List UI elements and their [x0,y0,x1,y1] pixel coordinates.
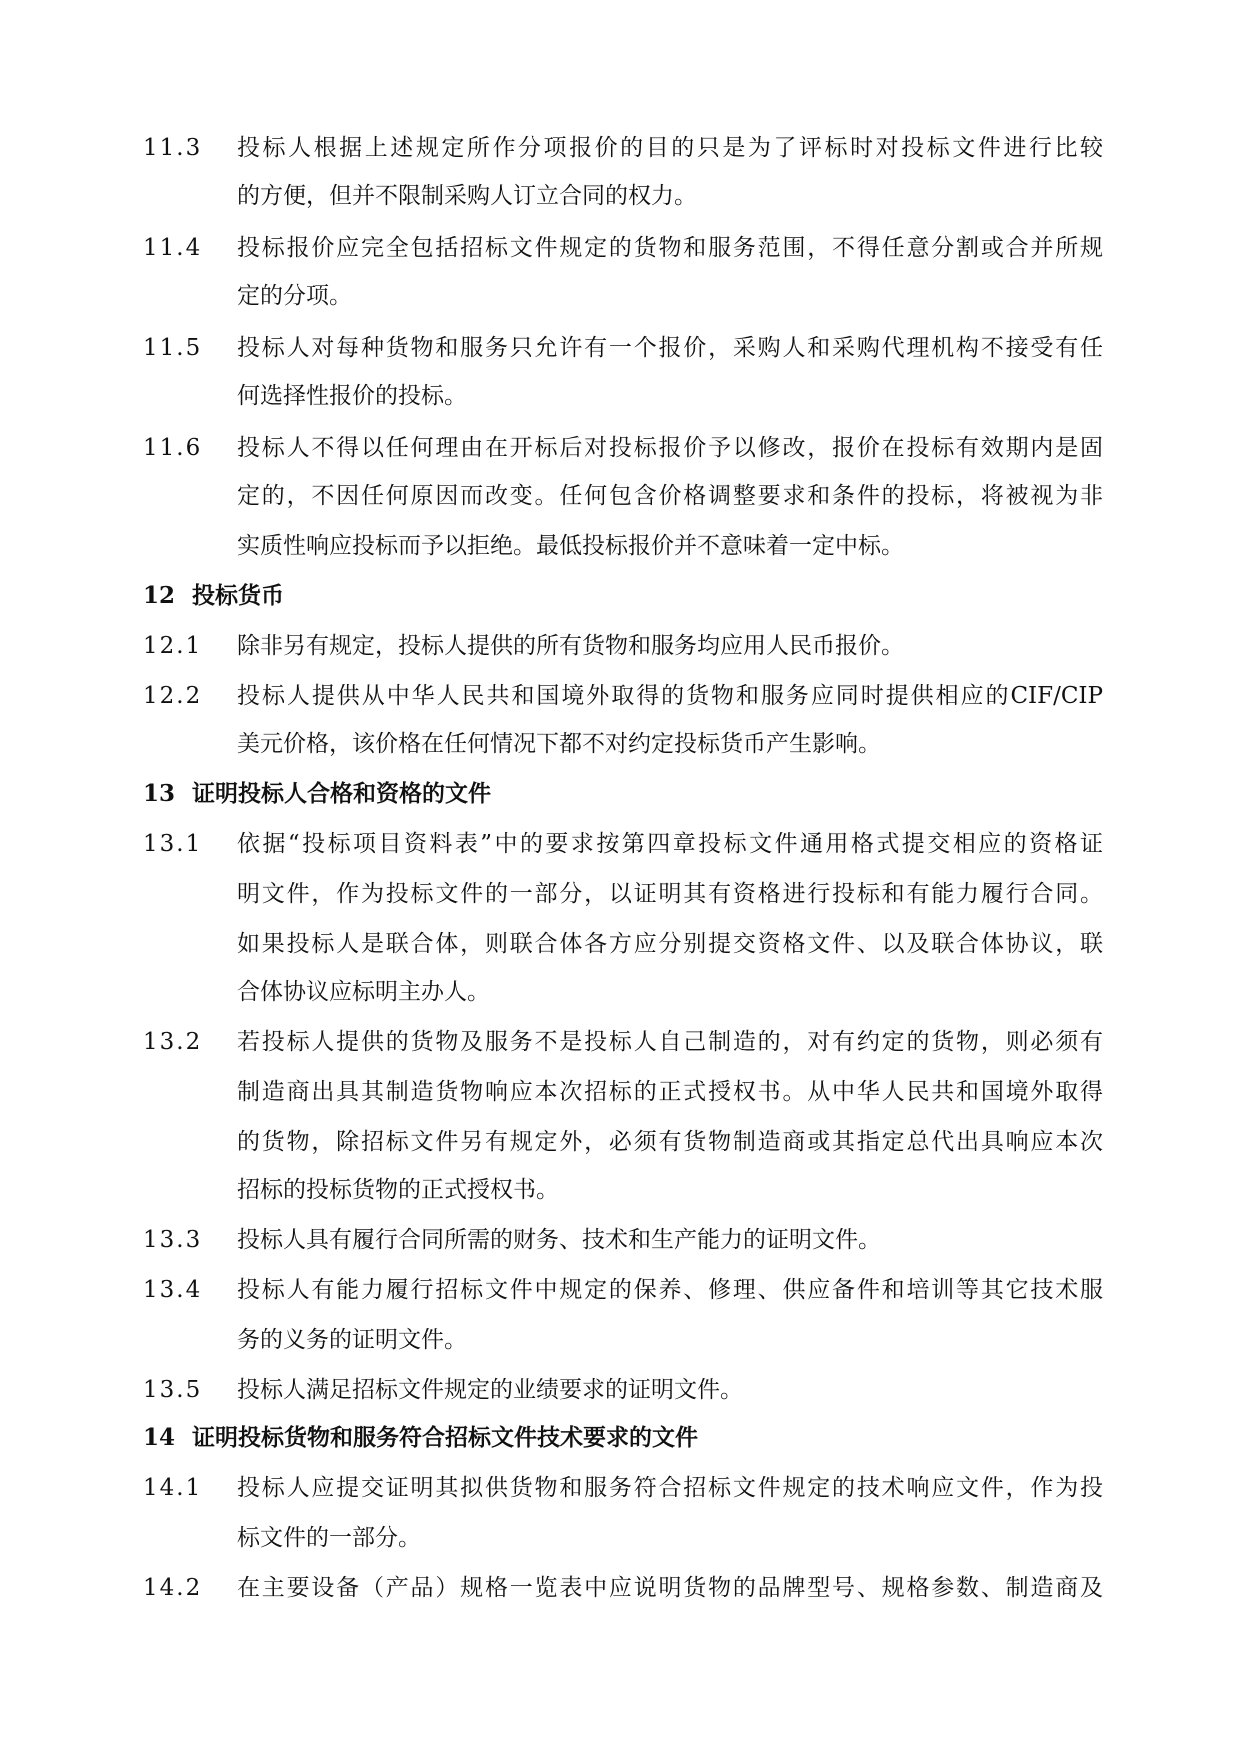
clause-number: 12.1 [143,633,203,659]
clause-number: 13.2 [143,1029,203,1055]
section-number: 12 [143,582,176,609]
text-line: 投标人具有履行合同所需的财务、技术和生产能力的证明文件。 [237,1227,881,1253]
text-line: 合体协议应标明主办人。 [237,979,490,1005]
section-number: 13 [143,780,176,807]
text-line: 依据“投标项目资料表”中的要求按第四章投标文件通用格式提交相应的资格证 [237,831,1103,857]
text-line: 投标人不得以任何理由在开标后对投标报价予以修改，报价在投标有效期内是固 [237,435,1103,461]
text-line: 明文件，作为投标文件的一部分，以证明其有资格进行投标和有能力履行合同。 [237,881,1103,907]
text-line: 制造商出具其制造货物响应本次招标的正式授权书。从中华人民共和国境外取得 [237,1079,1103,1105]
text-line: 实质性响应投标而予以拒绝。最低投标报价并不意味着一定中标。 [237,533,904,559]
text-line: 标文件的一部分。 [237,1525,421,1551]
clause-number: 13.1 [143,831,203,857]
section-heading: 证明投标货物和服务符合招标文件技术要求的文件 [192,1424,698,1451]
text-line: 投标报价应完全包括招标文件规定的货物和服务范围，不得任意分割或合并所规 [237,235,1103,261]
text-line: 如果投标人是联合体，则联合体各方应分别提交资格文件、以及联合体协议，联 [237,931,1103,957]
text-line: 美元价格，该价格在任何情况下都不对约定投标货币产生影响。 [237,731,881,757]
text-line: 投标人应提交证明其拟供货物和服务符合招标文件规定的技术响应文件，作为投 [237,1475,1103,1501]
text-line: 定的分项。 [237,283,352,309]
text-line: 招标的投标货物的正式授权书。 [237,1177,559,1203]
text-line: 何选择性报价的投标。 [237,383,467,409]
text-line: 投标人对每种货物和服务只允许有一个报价，采购人和采购代理机构不接受有任 [237,335,1103,361]
clause-number: 13.4 [143,1277,203,1303]
clause-number: 13.5 [143,1377,203,1403]
text-line: 投标人提供从中华人民共和国境外取得的货物和服务应同时提供相应的CIF/CIP [237,683,1103,709]
section-heading: 证明投标人合格和资格的文件 [192,780,491,807]
text-line: 的方便，但并不限制采购人订立合同的权力。 [237,183,697,209]
text-line: 在主要设备（产品）规格一览表中应说明货物的品牌型号、规格参数、制造商及 [237,1575,1103,1601]
text-line: 投标人满足招标文件规定的业绩要求的证明文件。 [237,1377,743,1403]
section-number: 14 [143,1424,176,1451]
clause-number: 11.4 [143,235,203,261]
clause-number: 11.6 [143,435,203,461]
clause-number: 12.2 [143,683,203,709]
text-line: 投标人有能力履行招标文件中规定的保养、修理、供应备件和培训等其它技术服 [237,1277,1103,1303]
clause-number: 14.2 [143,1575,203,1601]
text-line: 若投标人提供的货物及服务不是投标人自己制造的，对有约定的货物，则必须有 [237,1029,1103,1055]
text-line: 投标人根据上述规定所作分项报价的目的只是为了评标时对投标文件进行比较 [237,135,1103,161]
text-line: 除非另有规定，投标人提供的所有货物和服务均应用人民币报价。 [237,633,904,659]
text-line: 务的义务的证明文件。 [237,1327,467,1353]
clause-number: 13.3 [143,1227,203,1253]
clause-number: 11.3 [143,135,203,161]
text-line: 定的，不因任何原因而改变。任何包含价格调整要求和条件的投标，将被视为非 [237,483,1103,509]
clause-number: 11.5 [143,335,203,361]
text-line: 的货物，除招标文件另有规定外，必须有货物制造商或其指定总代出具响应本次 [237,1129,1103,1155]
clause-number: 14.1 [143,1475,203,1501]
section-heading: 投标货币 [192,582,284,609]
